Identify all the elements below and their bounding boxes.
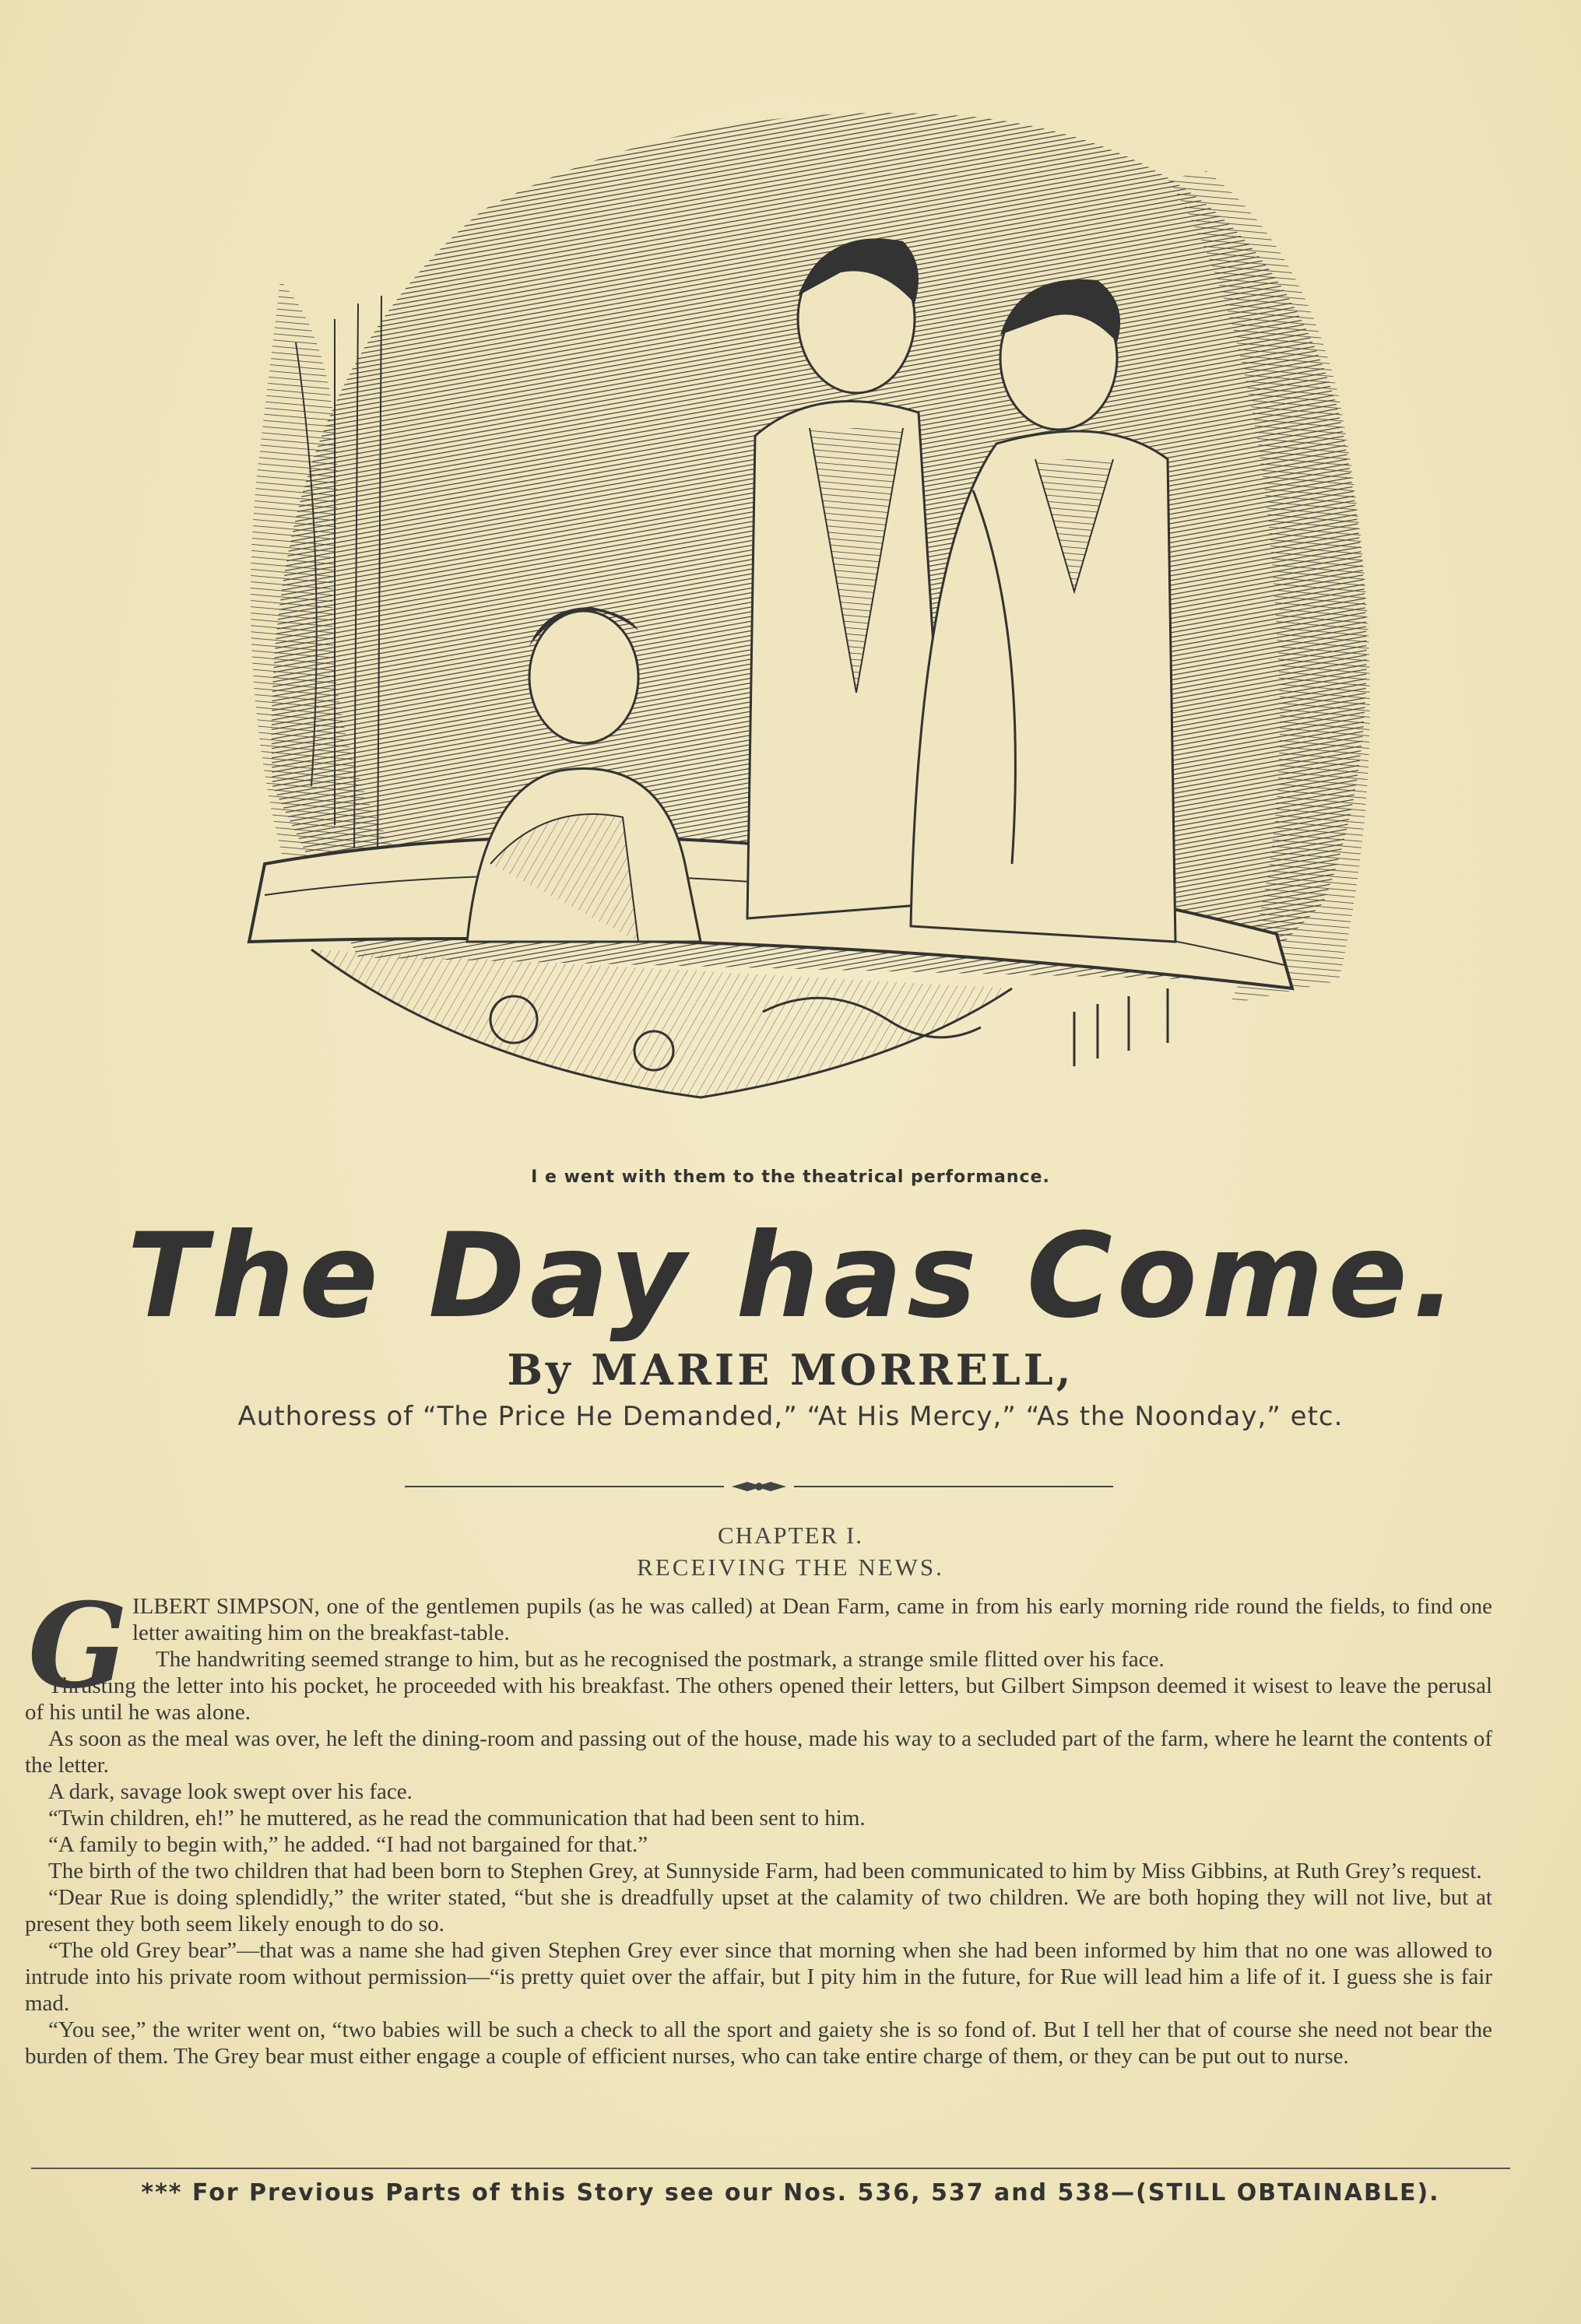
author-credits: Authoress of “The Price He Demanded,” “At His Mercy,” “As the Noonday,” etc. bbox=[237, 1401, 1344, 1432]
story-title: The Day has Come. bbox=[127, 1209, 1461, 1344]
paragraph: “A family to begin with,” he added. “I had not bargained for that.” bbox=[48, 1832, 648, 1857]
paragraph: “Twin children, eh!” he muttered, as he read the communication that had been sent to him. bbox=[48, 1806, 866, 1831]
notice-divider bbox=[31, 2168, 1510, 2169]
paragraph: “You see,” the writer went on, “two babies will be such a check to all the sport and gaiety she is so fond of. But I tell her that of course she need not bear the burden of them. The Grey bear must either engage a couple of efficient nurses, who can take entire charge of them, or they can be put out to nurse. bbox=[25, 2017, 1492, 2069]
drop-cap: G bbox=[28, 1578, 128, 1715]
paragraph: The birth of the two children that had been born to Stephen Grey, at Sunnyside Farm, had been communicated to him by Miss Gibbins, at Ruth Grey’s request. bbox=[48, 1859, 1482, 1883]
paragraph: As soon as the meal was over, he left the dining-room and passing out of the house, made his way to a secluded part of the farm, where he learnt the contents of the letter. bbox=[25, 1726, 1492, 1778]
paragraph: ILBERT SIMPSON, one of the gentlemen pupils (as he was called) at Dean Farm, came in from his early morning ride round the fields, to find one letter awaiting him on the breakfast-table. bbox=[132, 1594, 1492, 1645]
author-byline: By MARIE MORRELL, bbox=[507, 1345, 1074, 1395]
paragraph: “Dear Rue is doing splendidly,” the writer stated, “but she is dreadfully upset at the calamity of two children. We are both hoping they will not live, but at present they both seem likely enough to do so. bbox=[25, 1885, 1492, 1936]
previous-parts-notice: *** For Previous Parts of this Story see our Nos. 536, 537 and 538—(STILL OBTAINABLE). bbox=[141, 2179, 1440, 2206]
paragraph: The handwriting seemed strange to him, but as he recognised the postmark, a strange smile flitted over his face. bbox=[156, 1647, 1165, 1672]
ornamental-rule bbox=[405, 1479, 1113, 1494]
illustration-caption: I e went with them to the theatrical performance. bbox=[531, 1167, 1050, 1187]
chapter-title: RECEIVING THE NEWS. bbox=[637, 1553, 944, 1581]
paragraph: Thrusting the letter into his pocket, he proceeded with his breakfast. The others opened their letters, but Gilbert Simpson deemed it wisest to leave the perusal of his until he was alone. bbox=[25, 1673, 1492, 1725]
paragraph: A dark, savage look swept over his face. bbox=[48, 1779, 413, 1804]
story-body bbox=[25, 1593, 1492, 2069]
engraving-illustration bbox=[156, 86, 1401, 1160]
chapter-number: CHAPTER I. bbox=[717, 1522, 864, 1549]
paragraph: “The old Grey bear”—that was a name she had given Stephen Grey ever since that morning when she had been informed by him that no one was allowed to intrude into his private room without permission—“is pretty quiet over the affair, but I pity him in the future, for Rue will lead him a life of it. I guess she is fair mad. bbox=[25, 1938, 1492, 2016]
